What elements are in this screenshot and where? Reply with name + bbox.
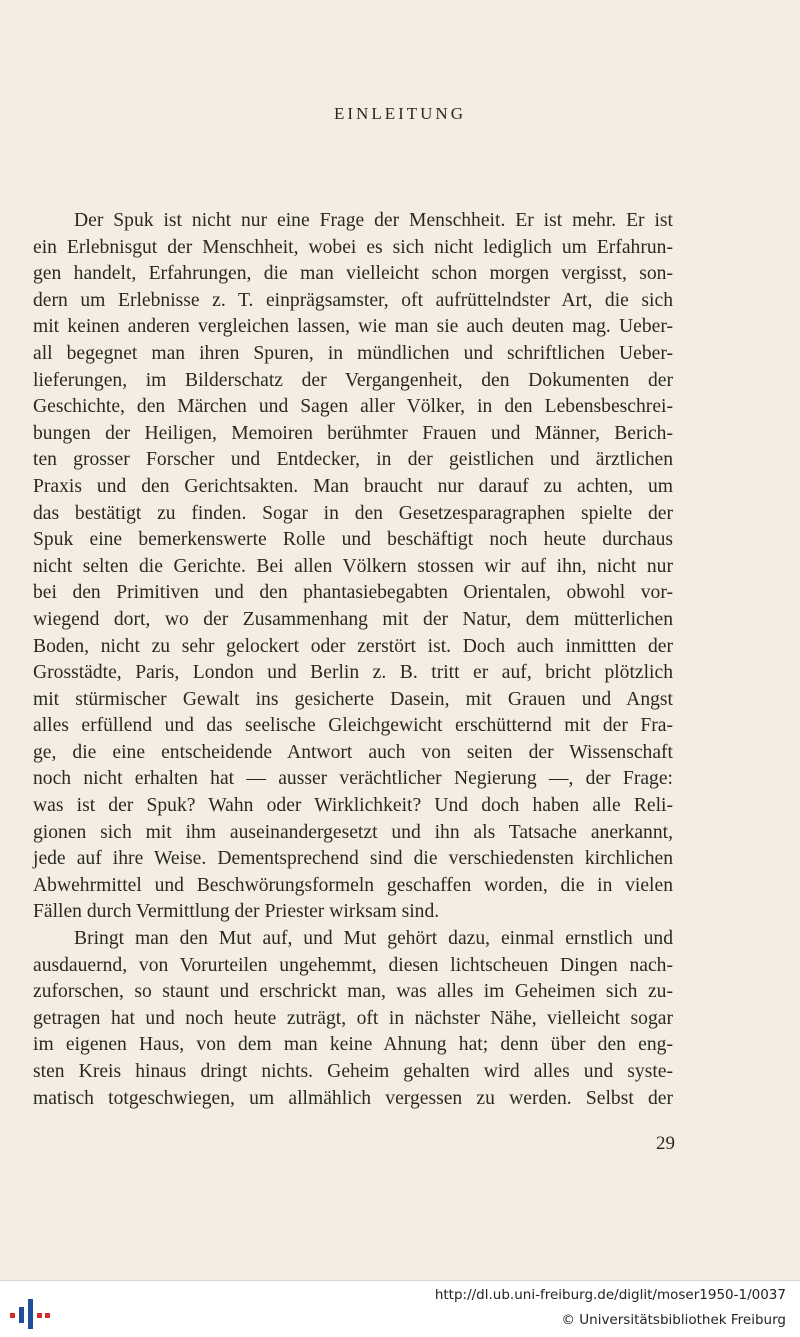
text-line: was ist der Spuk? Wahn oder Wirklichkeit? Und doch haben alle Reli-	[33, 795, 673, 817]
text-line: Geschichte, den Märchen und Sagen aller Völker, in den Lebensbeschrei-	[33, 396, 673, 418]
text-line: Spuk eine bemerkenswerte Rolle und beschäftigt noch heute durchaus	[33, 529, 673, 551]
text-line: mit keinen anderen vergleichen lassen, wie man sie auch deuten mag. Ueber-	[33, 316, 673, 338]
text-line: Praxis und den Gerichtsakten. Man braucht nur darauf zu achten, um	[33, 475, 673, 497]
text-line: bei den Primitiven und den phantasiebegabten Orientalen, obwohl vor-	[33, 582, 673, 604]
copyright-notice: © Universitätsbibliothek Freiburg	[561, 1312, 786, 1328]
viewer-footer	[0, 1280, 800, 1337]
text-line: Boden, nicht zu sehr gelockert oder zerstört ist. Doch auch inmittten der	[33, 635, 673, 657]
text-line: nicht selten die Gerichte. Bei allen Völkern stossen wir auf ihn, nicht nur	[33, 555, 673, 577]
running-header: EINLEITUNG	[334, 104, 466, 123]
ub-freiburg-logo-icon[interactable]	[10, 1289, 50, 1329]
text-line: all begegnet man ihren Spuren, in mündlichen und schriftlichen Ueber-	[33, 342, 673, 364]
text-line: lieferungen, im Bilderschatz der Vergangenheit, den Dokumenten der	[33, 369, 673, 391]
permalink-url[interactable]: http://dl.ub.uni-freiburg.de/diglit/moser1950-1/0037	[434, 1287, 786, 1303]
text-line: dern um Erlebnisse z. T. einprägsamster, oft aufrüttelndster Art, die sich	[33, 289, 673, 311]
text-line: Abwehrmittel und Beschwörungsformeln geschaffen worden, die in vielen	[33, 874, 673, 896]
text-line: ein Erlebnisgut der Menschheit, wobei es sich nicht lediglich um Erfahrun-	[33, 236, 673, 258]
text-line: ge, die eine entscheidende Antwort auch von seiten der Wissenschaft	[33, 741, 673, 763]
text-line: Grosstädte, Paris, London und Berlin z. B. tritt er auf, bricht plötzlich	[33, 662, 673, 684]
body-text	[33, 208, 673, 1112]
text-line: Fällen durch Vermittlung der Priester wirksam sind.	[33, 901, 440, 923]
text-line: gen handelt, Erfahrungen, die man vielleicht schon morgen vergisst, son-	[33, 263, 673, 285]
text-line: wiegend dort, wo der Zusammenhang mit der Natur, dem mütterlichen	[33, 608, 673, 630]
text-line: jede auf ihre Weise. Dementsprechend sind die verschiedensten kirchlichen	[33, 848, 673, 870]
text-line: ten grosser Forscher und Entdecker, in der geistlichen und ärztlichen	[33, 449, 673, 471]
text-line: alles erfüllend und das seelische Gleichgewicht erschütternd mit der Fra-	[33, 715, 673, 737]
text-line: zuforschen, so staunt und erschrickt man, was alles im Geheimen sich zu-	[33, 981, 673, 1003]
text-line: ausdauernd, von Vorurteilen ungehemmt, diesen lichtscheuen Dingen nach-	[33, 954, 673, 976]
text-line: getragen hat und noch heute zuträgt, oft in nächster Nähe, vielleicht sogar	[33, 1007, 673, 1029]
text-line: im eigenen Haus, von dem man keine Ahnung hat; denn über den eng-	[33, 1034, 673, 1056]
text-line: mit stürmischer Gewalt ins gesicherte Dasein, mit Grauen und Angst	[33, 688, 673, 710]
text-line: noch nicht erhalten hat — ausser verächtlicher Negierung —, der Frage:	[33, 768, 673, 790]
text-line: Der Spuk ist nicht nur eine Frage der Menschheit. Er ist mehr. Er ist	[74, 210, 673, 231]
text-line: Bringt man den Mut auf, und Mut gehört dazu, einmal ernstlich und	[74, 928, 673, 950]
text-line: sten Kreis hinaus dringt nichts. Geheim gehalten wird alles und syste-	[33, 1061, 673, 1082]
text-line: matisch totgeschwiegen, um allmählich vergessen zu werden. Selbst der	[33, 1087, 673, 1109]
text-line: gionen sich mit ihm auseinandergesetzt und ihn als Tatsache anerkannt,	[33, 821, 673, 843]
text-line: bungen der Heiligen, Memoiren berühmter Frauen und Männer, Berich-	[33, 422, 673, 444]
page-number: 29	[656, 1133, 675, 1154]
text-line: das bestätigt zu finden. Sogar in den Gesetzesparagraphen spielte der	[33, 502, 673, 524]
